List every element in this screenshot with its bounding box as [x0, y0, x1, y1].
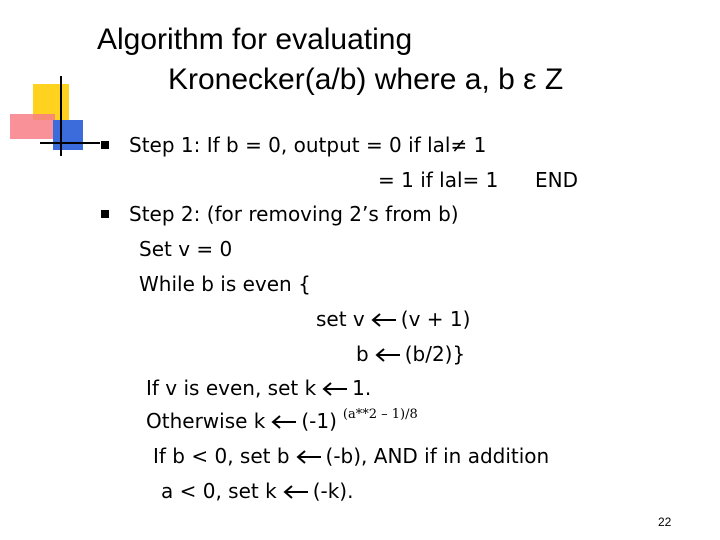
if-b-neg-rhs: (-b), AND if in addition: [325, 444, 550, 468]
otherwise-rhs: (-1): [301, 409, 337, 433]
step2-while-line: While b is even {: [139, 272, 311, 296]
slide-title-line2: Kronecker(a/b) where a, b ε Z: [168, 63, 564, 96]
left-arrow-icon: [296, 450, 322, 464]
b-rhs: (b/2)}: [404, 342, 466, 366]
step2-if-b-negative: [153, 444, 549, 468]
b-lhs: b: [356, 342, 369, 366]
decorative-horizontal-line: [40, 142, 100, 144]
slide-title-line1: Algorithm for evaluating: [97, 23, 413, 56]
step2-a-negative: [161, 479, 353, 503]
step1-line2-value: = 1 if lal= 1: [378, 168, 499, 192]
step1-end-label: END: [535, 168, 578, 192]
page-number: 22: [658, 515, 672, 529]
step2-set-v-increment: [316, 307, 470, 331]
step1-line1: Step 1: If b = 0, output = 0 if lal≠ 1: [129, 133, 487, 157]
set-v-rhs: (v + 1): [400, 307, 471, 331]
decorative-vertical-line: [60, 76, 62, 156]
left-arrow-icon: [371, 313, 397, 327]
step2-heading: Step 2: (for removing 2’s from b): [129, 202, 459, 226]
if-v-even-rhs: 1.: [352, 376, 372, 400]
left-arrow-icon: [271, 415, 297, 429]
a-neg-rhs: (-k).: [312, 479, 354, 503]
step2-set-v: Set v = 0: [139, 237, 233, 261]
set-v-lhs: set v: [316, 307, 365, 331]
a-neg-lhs: a < 0, set k: [161, 479, 277, 503]
left-arrow-icon: [322, 382, 348, 396]
otherwise-lhs: Otherwise k: [146, 409, 266, 433]
step2-if-v-even: [146, 376, 371, 400]
step2-otherwise: [146, 409, 418, 437]
step2-b-halve: [356, 342, 465, 366]
left-arrow-icon: [283, 485, 309, 499]
exponent: (a**2 – 1)/8: [342, 407, 418, 422]
decorative-blue-square: [53, 120, 83, 150]
left-arrow-icon: [375, 348, 401, 362]
bullet-icon: [101, 210, 109, 218]
if-v-even-lhs: If v is even, set k: [146, 376, 317, 400]
if-b-neg-lhs: If b < 0, set b: [153, 444, 290, 468]
bullet-icon: [101, 141, 109, 149]
decorative-pink-bar: [10, 114, 55, 139]
